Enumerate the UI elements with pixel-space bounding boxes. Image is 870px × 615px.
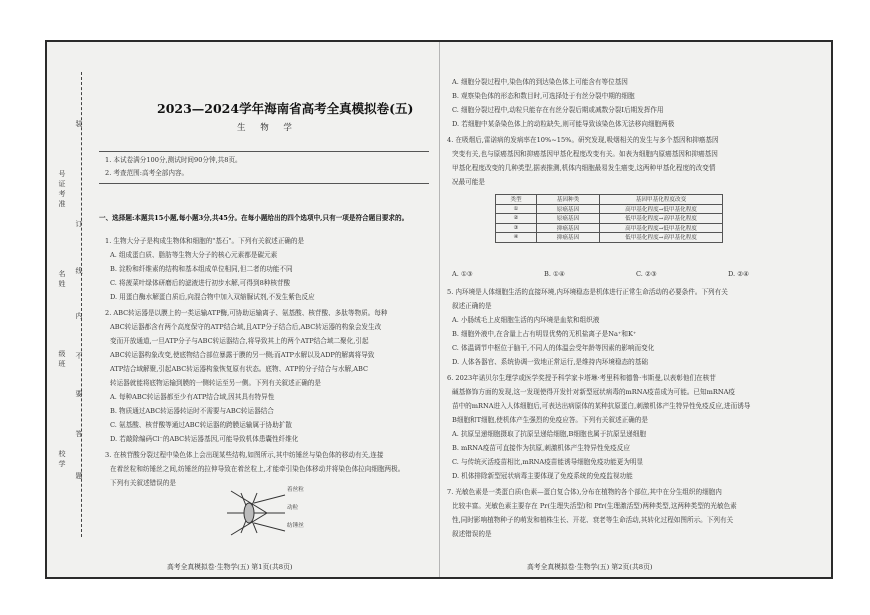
question-line: 突变有关,也与原癌基因和抑癌基因甲基化程度改变有关。如表为细胞内原癌基因和抑癌基因: [452, 150, 718, 158]
table-row: [496, 204, 723, 214]
option-line: C. 体温调节中枢位于脑干,不同人的体温会受年龄等因素的影响而变化: [452, 344, 655, 352]
table-row: [496, 233, 723, 243]
table-cell: 高甲基化程度→低甲基化程度: [600, 223, 723, 233]
figure-label: 着丝粒: [287, 487, 304, 493]
question-line: 5. 内环境是人体细胞生活的直接环境,内环境稳态是机体进行正常生命活动的必要条件。下列有关: [447, 288, 728, 296]
side-mark: 要: [75, 390, 83, 397]
side-mark: 订: [75, 220, 83, 227]
question-line: ABC转运器构象改变,使底物结合部位暴露于膜的另一侧;而ATP水解以及ADP的解离将导致: [110, 351, 375, 359]
table-cell: 原癌基因: [537, 204, 600, 214]
table-row: [496, 223, 723, 233]
table-cell: ④: [496, 233, 537, 243]
answer-option: C. ②③: [636, 270, 657, 278]
question-line: 1. 生物大分子是构成生物体和细胞的"基石"。下列有关叙述正确的是: [105, 237, 305, 245]
table-header-cell: 基因甲基化程度改变: [600, 195, 723, 205]
exam-sheet: [45, 40, 833, 579]
question-line: 比较丰富。光敏色素主要存在 Pr(生理失活型)和 Pfr(生理激活型)两种类型,这两种类型的光敏色素: [452, 502, 737, 510]
column-divider: [439, 42, 440, 577]
side-label: 准: [58, 200, 66, 207]
answer-option: D. ②④: [728, 270, 750, 278]
side-label: 证: [58, 180, 66, 187]
option-line: B. 细胞外液中,在含量上占有明显优势的无机盐离子是Na⁺和K⁺: [452, 330, 637, 338]
section-title: 一、选择题:本题共15小题,每小题3分,共45分。在每小题给出的四个选项中,只有一项是符合题目要求的。: [99, 214, 409, 222]
table-cell: 原癌基因: [537, 214, 600, 224]
option-line: C. 细胞分裂过程中,动粒只能存在有丝分裂后期或减数分裂Ⅰ后期发挥作用: [452, 106, 664, 114]
option-line: A. 组成蛋白质、脂肪等生物大分子的核心元素都是碳元素: [110, 251, 278, 259]
option-line: D. 用蛋白酶水解蛋白质后,向混合物中加入双缩脲试剂,不发生紫色反应: [110, 293, 315, 301]
option-line: D. 若敲除编码Cl⁻的ABC转运器基因,可能导致机体患囊性纤维化: [110, 435, 299, 443]
option-line: B. 物质通过ABC转运器转运时不需要与ABC转运器结合: [110, 407, 274, 415]
option-line: D. 若细胞中某条染色体上的动粒缺失,则可能导致该染色体无法移向细胞两极: [452, 120, 675, 128]
side-label: 名: [58, 270, 66, 277]
option-line: B. 观察染色体的形态和数目时,可选择处于有丝分裂中期的细胞: [452, 92, 635, 100]
question-line: B细胞和T细胞,使机体产生强烈的免疫应答。下列有关叙述正确的是: [452, 416, 648, 424]
methylation-table: [495, 194, 723, 243]
question-line: 苗中的mRNA进入人体细胞后,可表达出病原体的某种抗原蛋白,刺激机体产生特异性免疫反应,进而诱导: [452, 402, 751, 410]
question-line: 3. 在核苷酸分裂过程中染色体上会出现某些结构,如图所示,其中纺锤丝与染色体的移动有关,连接: [105, 451, 384, 459]
binding-line: [81, 72, 82, 537]
side-label: 校: [58, 450, 66, 457]
question-line: 2. ABC转运器是以膜上的一类运输ATP酶,可协助运输离子、氨基酸、核苷酸、多肽等物质。每种: [105, 309, 388, 317]
table-cell: 抑癌基因: [537, 233, 600, 243]
side-label: 学: [58, 460, 66, 467]
figure-label: 纺锤丝: [287, 523, 304, 529]
question-line: 变而开放通道,一旦ATP分子与ABC转运器结合,将导致其上的两个ATP结合域二聚化,引起: [110, 337, 369, 345]
figure-label: 动粒: [287, 505, 299, 511]
option-line: D. 人体各器官、系统协调一致地正常运行,是维持内环境稳态的基础: [452, 358, 648, 366]
option-line: A. 细胞分裂过程中,染色体的到达染色体上可能含有等位基因: [452, 78, 628, 86]
table-cell: ①: [496, 204, 537, 214]
question-line: 6. 2023年诺贝尔生理学或医学奖授予科学家卡塔琳·考里科和德鲁·韦斯曼,以表彰他们在核苷: [447, 374, 716, 382]
question-line: 下列有关叙述错误的是: [110, 479, 176, 487]
option-line: C. 氨基酸、核苷酸等通过ABC转运器的跨膜运输属于协助扩散: [110, 421, 293, 429]
question-line: 4. 在吸烟后,雷诺病的发病率在10%~15%。研究发现,吸烟相关的发生与多个基因和抑癌基因: [447, 136, 719, 144]
table-header-cell: 基因种类: [537, 195, 600, 205]
side-mark: 线: [75, 267, 83, 274]
exam-title: 2023—2024学年海南省高考全真模拟卷(五): [157, 101, 414, 116]
side-label: 级: [58, 350, 66, 357]
answer-option: A. ①③: [452, 270, 473, 278]
side-mark: 答: [75, 430, 83, 437]
table-cell: 抑癌基因: [537, 223, 600, 233]
option-line: A. 每种ABC转运器都至少有ATP结合域,因其具有特异性: [110, 393, 275, 401]
note-item: 2. 考查范围:高考全部内容。: [105, 169, 189, 177]
question-line: 性,同时影响植物种子的萌发和植株生长、开花、衰老等生命活动,其转化过程如图所示。下列有关: [452, 516, 734, 524]
question-line: 7. 光敏色素是一类蛋白质(色素—蛋白复合体),分布在植物的各个部位,其中在分生组织的细胞内: [447, 488, 722, 496]
table-cell: ③: [496, 223, 537, 233]
option-line: C. 与传统灭活疫苗相比,mRNA疫苗能诱导细胞免疫功能更为明显: [452, 458, 644, 466]
table-row: [496, 214, 723, 224]
answer-option: B. ①④: [544, 270, 565, 278]
side-label: 姓: [58, 280, 66, 287]
table-header-cell: 类型: [496, 195, 537, 205]
exam-subject: 生 物 学: [237, 123, 298, 133]
question-line: 况最可能是: [452, 178, 485, 186]
question-line: ATP结合域解聚,引起ABC转运器构象恢复原有状态。底物、ATP的分子结合与水解,ABC: [110, 365, 369, 373]
side-label: 考: [58, 190, 66, 197]
note-item: 1. 本试卷满分100分,测试时间90分钟,共8页。: [105, 156, 242, 164]
table-cell: ②: [496, 214, 537, 224]
option-line: C. 将菠菜叶绿体研磨后的滤液进行初步水解,可得到8种核苷酸: [110, 279, 291, 287]
question-line: 甲基化程度改变的几种类型,据表推测,机体内细胞最易发生癌变,这两种甲基化程度的改变情: [452, 164, 716, 172]
option-line: A. 小肠绒毛上皮细胞生活的内环境是血浆和组织液: [452, 316, 600, 324]
question-line: 碱基修饰方面的发现,这一发现使得开发针对新型冠状病毒的mRNA疫苗成为可能。已知mRNA疫: [452, 388, 735, 396]
option-line: B. 淀粉和纤维素的结构和基本组成单位相同,但二者的功能不同: [110, 265, 293, 273]
side-mark: 内: [75, 312, 83, 319]
notes-bottom-rule: [99, 183, 429, 184]
binding-margin: [51, 72, 91, 542]
option-line: D. 机体排除新型冠状病毒主要体现了免疫系统的免疫监视功能: [452, 472, 633, 480]
question-line: 在着丝粒和纺锤丝之间,纺锤丝的拉伸导致在着丝粒上,才能牵引染色体移动并将染色体拉向细胞两极。: [110, 465, 405, 473]
question-line: ABC转运器都含有两个高度保守的ATP结合域,且ATP分子结合后,ABC转运器的构象会发生改: [110, 323, 382, 331]
question-line: 叙述正确的是: [452, 302, 492, 310]
option-line: B. mRNA疫苗可直接作为抗原,刺激机体产生特异性免疫反应: [452, 444, 630, 452]
table-header-row: [496, 195, 723, 205]
table-cell: 低甲基化程度→高甲基化程度: [600, 214, 723, 224]
side-mark: 装: [75, 120, 83, 127]
question-line: 转运器就能将底物运输到膜的一侧转运至另一侧。下列有关叙述正确的是: [110, 379, 321, 387]
table-cell: 高甲基化程度→低甲基化程度: [600, 204, 723, 214]
page-footer-right: 高考全真模拟卷·生物学(五) 第2页(共8页): [527, 563, 653, 571]
page-footer-left: 高考全真模拟卷·生物学(五) 第1页(共8页): [167, 563, 293, 571]
table-cell: 低甲基化程度→高甲基化程度: [600, 233, 723, 243]
option-line: A. 抗原呈递细胞摄取了抗原呈递给细胞,B细胞也属于抗原呈递细胞: [452, 430, 646, 438]
side-label: 班: [58, 360, 66, 367]
side-label: 号: [58, 170, 66, 177]
side-mark: 不: [75, 352, 83, 359]
question-line: 叙述错误的是: [452, 530, 492, 538]
notes-top-rule: [99, 151, 429, 152]
side-mark: 题: [75, 472, 83, 479]
